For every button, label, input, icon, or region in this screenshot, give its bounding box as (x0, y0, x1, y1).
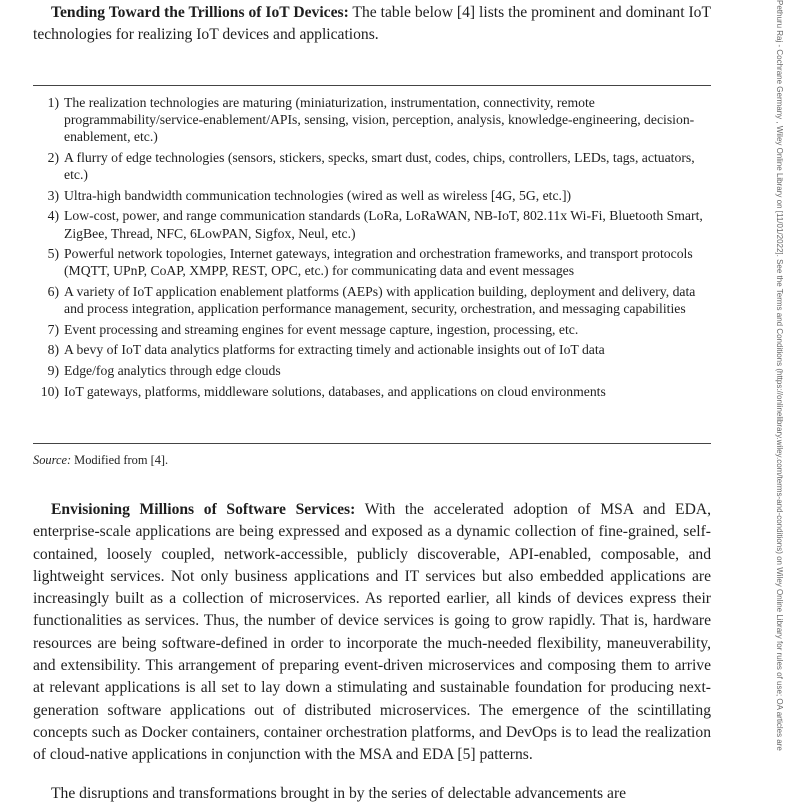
row-text: A flurry of edge technologies (sensors, stickers, specks, smart dust, codes, chips, controllers, LEDs, tags, actuators, etc.) (64, 150, 695, 183)
row-text: IoT gateways, platforms, middleware solutions, databases, and applications on cloud environments (64, 383, 606, 399)
side-margin-license-text: Pethuru Raj - Cochrane Germany , Wiley Online Library on [11/01/2022]. See the Terms and Conditions (https://onlinelibrary.wiley.com/terms-and-conditions) on Wiley Online Library for rules of use; OA articles are (775, 0, 784, 751)
table-row (33, 245, 711, 279)
row-text: Edge/fog analytics through edge clouds (64, 362, 281, 378)
intro-paragraph (33, 2, 711, 47)
iot-technology-table (33, 94, 711, 403)
body-paragraph-2 (33, 783, 711, 805)
row-text: A bevy of IoT data analytics platforms for extracting timely and actionable insights out of IoT data (64, 342, 605, 358)
table-row (33, 207, 711, 241)
row-number: 1) (47, 95, 59, 110)
table-row (33, 283, 711, 317)
row-text: Ultra-high bandwidth communication technologies (wired as well as wireless [4G, 5G, etc.]) (64, 187, 572, 203)
source-text: Modified from [4]. (71, 453, 169, 467)
row-text: The realization technologies are maturing (miniaturization, instrumentation, connectivity, remote programmability/service-enablement/APIs, sensing, vision, perception, analysis, knowledge-engineering, decision-enablement, etc.) (64, 95, 695, 145)
table-row (33, 94, 711, 146)
row-number: 8) (47, 342, 59, 358)
row-number: 5) (47, 246, 59, 262)
row-number: 6) (47, 283, 59, 299)
paragraph-1-heading: Envisioning Millions of Software Services: (51, 501, 356, 518)
row-text: A variety of IoT application enablement platforms (AEPs) with application building, deployment and delivery, data and process integration, application performance management, security, orchestration, and messaging capabilities (64, 283, 696, 317)
table-row (33, 321, 711, 338)
row-number: 9) (47, 362, 59, 378)
row-number: 4) (47, 208, 59, 224)
row-number: 2) (47, 150, 59, 165)
source-label: Source: (33, 453, 72, 467)
row-text: Powerful network topologies, Internet gateways, integration and orchestration frameworks, and transport protocols (MQTT, UPnP, CoAP, XMPP, REST, OPC, etc.) for communicating data and event messages (64, 246, 693, 279)
body-paragraph-1 (33, 499, 711, 767)
table-row (33, 362, 711, 379)
table-source-note (33, 452, 168, 468)
row-number: 10) (40, 383, 59, 399)
table-row (33, 149, 711, 183)
intro-heading: Tending Toward the Trillions of IoT Devices: (51, 4, 349, 21)
row-number: 3) (47, 187, 59, 203)
intro-text: The table below [4] lists the prominent and dominant IoT technologies for realizing IoT devices and applications. (33, 4, 711, 44)
paragraph-1-text: With the accelerated adoption of MSA and EDA, enterprise-scale applications are being expressed and exposed as a dynamic collection of fine-grained, self-contained, loosely coupled, network-accessible, publicly discoverable, API-enabled, composable, and lightweight services. Not only business applications and IT services but also embedded applications are increasingly built as a collection of microservices. As reported earlier, all kinds of devices express their functionalities as services. Thus, the number of device services is going to grow rapidly. That is, hardware resources are being software-defined in order to incorporate the much-needed flexibility, maneuverability, and extensibility. This arrangement of preparing event-driven microservices and composing them to arrive at relevant applications is all set to lay down a stimulating and sustainable foundation for producing next-generation software applications out of distributed microservices. The emergence of the scintillating concepts such as Docker containers, container orchestration platforms, and DevOps is to lead the realization of cloud-native applications in conjunction with the MSA and EDA [5] patterns. (33, 501, 711, 764)
paragraph-2-text: The disruptions and transformations brought in by the series of delectable advancements are (51, 785, 627, 802)
row-number: 7) (47, 321, 59, 337)
table-row (33, 187, 711, 204)
table-top-rule (33, 85, 711, 86)
row-text: Low-cost, power, and range communication standards (LoRa, LoRaWAN, NB-IoT, 802.11x Wi-Fi, Bluetooth Smart, ZigBee, Thread, NFC, 6LowPAN, Sigfox, Neul, etc.) (64, 208, 703, 241)
table-bottom-rule (33, 443, 711, 444)
table-row (33, 383, 711, 400)
table-row (33, 341, 711, 358)
row-text: Event processing and streaming engines for event message capture, ingestion, processing, etc. (64, 321, 579, 337)
